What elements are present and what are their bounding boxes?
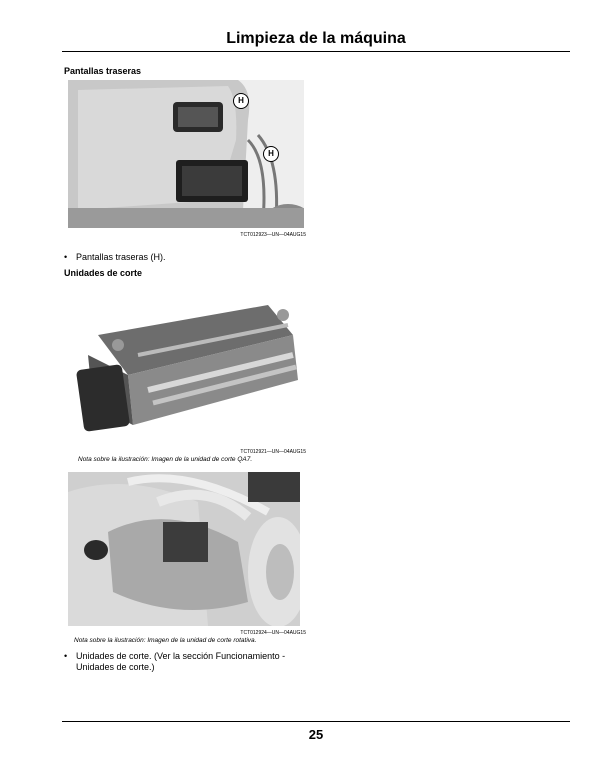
caption-2: Nota sobre la ilustración: Imagen de la unidad de corte rotativa.: [74, 637, 257, 644]
bullet-text: Unidades de corte. (Ver la sección Funcionamiento - Unidades de corte.): [76, 651, 286, 672]
bullet-text: Pantallas traseras (H).: [76, 252, 166, 262]
header-rule: [62, 51, 570, 52]
figure-code-1: TCT012923—UN—04AUG15: [240, 232, 306, 238]
page-title: Limpieza de la máquina: [226, 30, 406, 47]
page-number: 25: [308, 727, 324, 742]
section-heading-cutting-units: Unidades de corte: [64, 268, 143, 278]
caption-1: Nota sobre la ilustración: Imagen de la unidad de corte QA7.: [78, 456, 253, 463]
rotary-cutting-unit-image: [68, 472, 300, 626]
figure-code-2: TCT012921—UN—04AUG15: [240, 449, 306, 455]
section-heading-rear-screens: Pantallas traseras: [64, 66, 142, 76]
footer-rule: [62, 721, 570, 722]
callout-h-1: H: [233, 93, 249, 109]
figure-code-3: TCT012924—UN—04AUG15: [240, 630, 306, 636]
callout-h-2: H: [263, 146, 279, 162]
bullet-cutting-units: [64, 651, 314, 673]
reel-cutting-unit-image: [68, 285, 306, 445]
bullet-glyph: •: [64, 651, 68, 661]
bullet-rear-screens: [64, 252, 314, 263]
bullet-glyph: •: [64, 252, 68, 262]
